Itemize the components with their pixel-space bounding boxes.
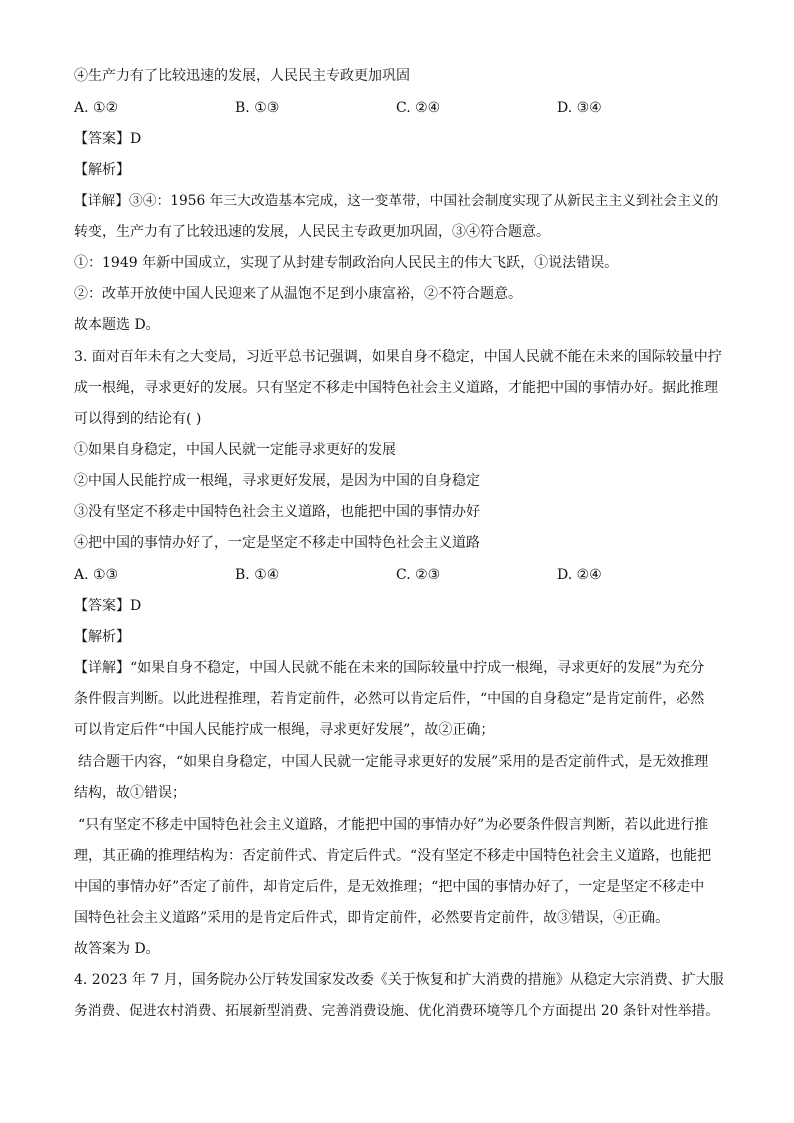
- q3-choices: [74, 565, 724, 585]
- q2-answer: 【答案】D: [74, 131, 142, 147]
- q2-option-4-text: ④生产力有了比较迅速的发展，人民民主专政更加巩固: [74, 68, 410, 84]
- q3-detail-line: 【详解】“如果自身不稳定，中国人民就不能在未来的国际较量中拧成一根绳，寻求更好的发展”为充分: [74, 660, 705, 676]
- q3-detail-line: 条件假言判断。以此进程推理，若肯定前件，必然可以肯定后件，“中国的自身稳定”是肯定前件，必然: [74, 691, 705, 707]
- q2-detail-line: ①：1949 年新中国成立，实现了从封建专制政治向人民民主的伟大飞跃，①说法错误。: [74, 255, 619, 271]
- q2-detail-line: 转变，生产力有了比较迅速的发展，人民民主专政更加巩固，③④符合题意。: [74, 224, 550, 240]
- q3-statement-1: ①如果自身稳定，中国人民就一定能寻求更好的发展: [74, 442, 396, 458]
- q4-stem-line: 务消费、促进农村消费、拓展新型消费、完善消费设施、优化消费环境等几个方面提出 20 条针对性举措。: [74, 1003, 719, 1019]
- q4-stem-line: 4. 2023 年 7 月，国务院办公厅转发国家发改委《关于恢复和扩大消费的措施》从稳定大宗消费、扩大服: [74, 972, 724, 988]
- q3-statement-4: ④把中国的事情办好了，一定是坚定不移走中国特色社会主义道路: [74, 535, 480, 551]
- q3-choice-b: B. ①④: [235, 567, 280, 583]
- q3-statement-2: ②中国人民能拧成一根绳，寻求更好发展，是因为中国的自身稳定: [74, 473, 480, 489]
- q2-detail-line: 【详解】③④：1956 年三大改造基本完成，这一变革带，中国社会制度实现了从新民主主义到社会主义的: [74, 193, 719, 209]
- q3-detail-line: 国特色社会主义道路”采用的是肯定后件式，即肯定前件，必然要肯定前件，故③错误，④正确。: [74, 910, 670, 926]
- q2-analysis-heading: 【解析】: [74, 162, 130, 178]
- q3-statement-3: ③没有坚定不移走中国特色社会主义道路，也能把中国的事情办好: [74, 504, 480, 520]
- q3-choice-d: D. ②④: [557, 567, 602, 583]
- q3-choice-a: A. ①③: [74, 567, 119, 583]
- q3-detail-line: 可以肯定后件“中国人民能拧成一根绳，寻求更好发展”，故②正确；: [74, 722, 495, 738]
- q2-choice-b: B. ①③: [235, 100, 280, 116]
- q3-stem-line: 可以得到的结论有( ): [74, 411, 202, 427]
- q2-choices: [74, 98, 724, 118]
- q3-detail-line: 结构，故①错误；: [74, 785, 186, 801]
- q3-stem-line: 成一根绳，寻求更好的发展。只有坚定不移走中国特色社会主义道路，才能把中国的事情办好。据此推理: [74, 380, 718, 396]
- q3-analysis-heading: 【解析】: [74, 629, 130, 645]
- q3-conclusion: 故答案为 D。: [74, 941, 160, 957]
- q2-choice-d: D. ③④: [557, 100, 602, 116]
- q3-detail-line: “只有坚定不移走中国特色社会主义道路，才能把中国的事情办好”为必要条件假言判断，若以此进行推: [78, 817, 709, 833]
- q3-stem-line: 3. 面对百年未有之大变局，习近平总书记强调，如果自身不稳定，中国人民就不能在未来的国际较量中拧: [74, 349, 722, 365]
- q3-detail-line: 结合题干内容，“如果自身稳定，中国人民就一定能寻求更好的发展”采用的是否定前件式，是无效推理: [78, 754, 709, 770]
- q2-detail-line: ②：改革开放使中国人民迎来了从温饱不足到小康富裕，②不符合题意。: [74, 286, 522, 302]
- q3-choice-c: C. ②③: [396, 567, 441, 583]
- q3-detail-line: 理，其正确的推理结构为：否定前件式、肯定后件式。“没有坚定不移走中国特色社会主义道路，也能把: [74, 848, 712, 864]
- q3-answer: 【答案】D: [74, 598, 142, 614]
- q2-choice-c: C. ②④: [396, 100, 441, 116]
- q2-conclusion: 故本题选 D。: [74, 317, 160, 333]
- q3-detail-line: 中国的事情办好”否定了前件，却肯定后件，是无效推理；“把中国的事情办好了，一定是坚定不移走中: [74, 879, 705, 895]
- q2-choice-a: A. ①②: [74, 100, 119, 116]
